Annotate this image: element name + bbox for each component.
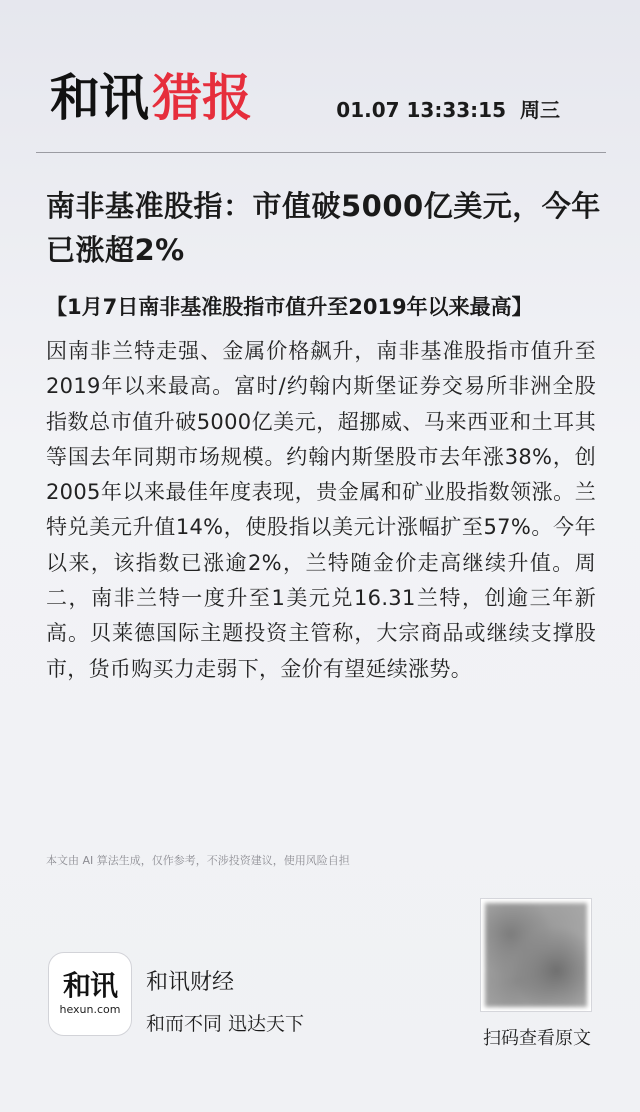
article-title: 南非基准股指：市值破5000亿美元，今年已涨超2% [46, 189, 601, 267]
app-icon-domain: hexun.com [59, 1003, 121, 1016]
app-slogan: 和而不同 迅达天下 [146, 1013, 305, 1035]
logo-liebao-text: 猎报 [152, 69, 252, 127]
publish-weekday: 周三 [520, 98, 560, 122]
article-subtitle: 【1月7日南非基准股指市值升至2019年以来最高】 [46, 295, 533, 319]
publish-time: 01.07 13:33:15 [336, 98, 506, 122]
header-divider [36, 152, 606, 153]
logo-hexun-text: 和讯 [50, 69, 148, 127]
qr-code[interactable] [480, 898, 592, 1012]
qr-code-image [485, 903, 587, 1007]
ai-disclaimer: 本文由 AI 算法生成，仅作参考，不涉投资建议，使用风险自担 [46, 854, 350, 867]
qr-caption: 扫码查看原文 [483, 1028, 591, 1049]
publish-datetime [336, 94, 560, 126]
app-icon-logo: 和讯 [62, 969, 117, 1002]
article-body: 因南非兰特走强、金属价格飙升，南非基准股指市值升至2019年以来最高。富时/约翰内斯堡证券交易所非洲全股指数总市值升破5000亿美元，超挪威、马来西亚和土耳其等国去年同期市场规模。约翰内斯堡股市去年涨38%，创2005年以来最佳年度表现，贵金属和矿业股指数领涨。兰特兑美元升值14%，使股指以美元计涨幅扩至57%。今年以来，该指数已涨逾2%，兰特随金价走高继续升值。周二，南非兰特一度升至1美元兑16.31兰特，创逾三年新高。贝莱德国际主题投资主管称，大宗商品或继续支撑股市，货币购买力走弱下，金价有望延续涨势。 [46, 339, 596, 681]
hexun-liebao-logo [50, 68, 252, 128]
page-header [36, 62, 606, 152]
app-name: 和讯财经 [146, 970, 235, 995]
hexun-app-icon[interactable] [48, 952, 132, 1036]
